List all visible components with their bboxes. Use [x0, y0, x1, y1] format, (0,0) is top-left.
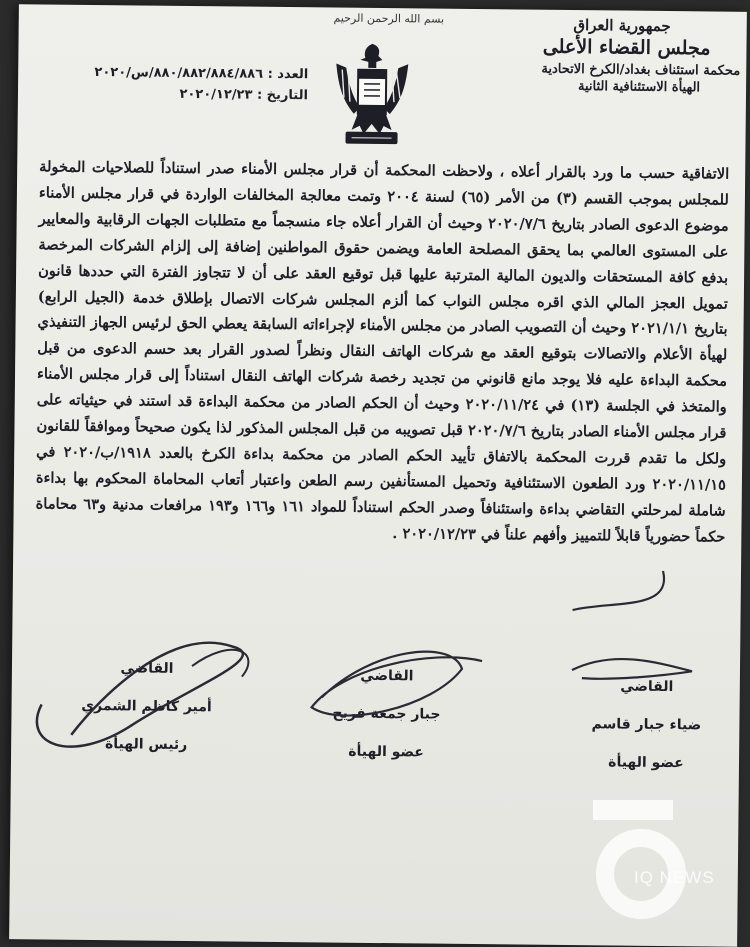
basmala: بسم الله الرحمن الرحيم [333, 11, 445, 26]
signature-member-judge-1 [311, 667, 462, 761]
signature-name: جبار جمعة فريح [332, 705, 441, 723]
header-court: محكمة استئناف بغداد/الكرخ الاتحادية [541, 61, 741, 79]
signature-role: رئيس الهيأة [104, 736, 188, 754]
signature-member-judge-2 [571, 678, 722, 772]
reference-date: التاريخ : ٢٠٢٠/١٢/٢٣ [179, 86, 309, 104]
signature-chief-judge [71, 660, 222, 754]
signature-role: عضو الهيأة [608, 754, 684, 772]
signature-name: ضياء جبار قاسم [591, 716, 702, 734]
eagle-emblem-icon [329, 37, 414, 148]
header-country: جمهورية العراق [573, 16, 671, 36]
judgment-paragraph: الاتفاقية حسب ما ورد بالقرار أعلاه ، ولاحظت المحكمة أن قرار مجلس الأمناء صدر استناداً للصلاحيات المخولة للمجلس بموجب القسم (٣) من الأمر (٦٥) لسنة ٢٠٠٤ وتمت معالجة المخالفات الواردة في قرار مجلس الأمناء موضوع الدعوى الصادر بتاريخ ٢٠٢٠/٧/٦ وحيث أن القرار أعلاه جاء منسجماً مع متطلبات الجهات الرقابية والمعايير على المستوى العالمي بما يحقق المصلحة العامة ويضمن حقوق المواطنين إضافة إلى إلزام الشركات المرخصة بدفع كافة المستحقات والديون المالية المترتبة عليها قبل توقيع العقد على أن لا تتجاوز الفترة التي حددها قانون تمويل العجز المالي الذي اقره مجلس النواب كما ألزم المجلس شركات الاتصال بإطلاق خدمة (الجيل الرابع) بتاريخ ٢٠٢١/١/١ وحيث أن التصويب الصادر من مجلس الأمناء لإجراءاته السابقة يعطي الحق لرئيس الجهاز التنفيذي لهيأة الأعلام والاتصالات بتوقيع العقد مع شركات الهاتف النقال ونظراً لصدور القرار بعد حسم الدعوى من قبل محكمة البداءة عليه فلا يوجد مانع قانوني من تجديد رخصة شركات الهاتف النقال استناداً إلى قرار مجلس الأمناء والمتخذ في الجلسة (١٣) في ٢٠٢٠/١١/٢٤ وحيث أن الحكم الصادر من محكمة البداءة قد استند في حيثياته على قرار مجلس الأمناء الصادر بتاريخ ٢٠٢٠/٧/٦ قبل تصويبه من قبل المجلس المذكور لذا يكون صحيحاً وموافقاً للقانون ولكل ما تقدم قررت المحكمة بالاتفاق تأييد الحكم الصادر من محكمة بداءة الكرخ بالعدد ١٩١٨/ب/٢٠٢٠ في ٢٠٢٠/١١/١٥ ورد الطعون الاستئنافية وتحميل المستأنفين رسم الطعن واعتبار أتعاب المحاماة المحكوم بها بداءة شاملة لمرحلتي التقاضي بداءة واستئنافاً وصدر الحكم استناداً للمواد ١٦١ و١٦٦ و١٩٣ مرافعات مدنية و٦٣ محاماة حكماً حضورياً قابلاً للتمييز وأفهم علناً في ٢٠٢٠/١٢/٢٣ . [35, 158, 730, 546]
signature-title: القاضي [360, 667, 414, 685]
judgment-text [35, 154, 729, 550]
watermark-text: IQ NEWS [634, 868, 715, 887]
signature-title: القاضي [120, 660, 174, 677]
signature-role: عضو الهيأة [348, 743, 424, 761]
iq-news-logo-icon [585, 800, 705, 920]
signature-name: أمير كاظم الشمري [81, 697, 212, 716]
header-council: مجلس القضاء الأعلى [542, 35, 711, 60]
reference-block [58, 65, 308, 110]
court-header [440, 15, 741, 96]
reference-number: العدد : ٨٨٠/٨٨٢/٨٨٤/٨٨٦/س/٢٠٢٠ [94, 65, 309, 83]
signature-title: القاضي [620, 678, 674, 696]
header-panel: الهيأة الاستئنافية الثانية [577, 79, 701, 96]
